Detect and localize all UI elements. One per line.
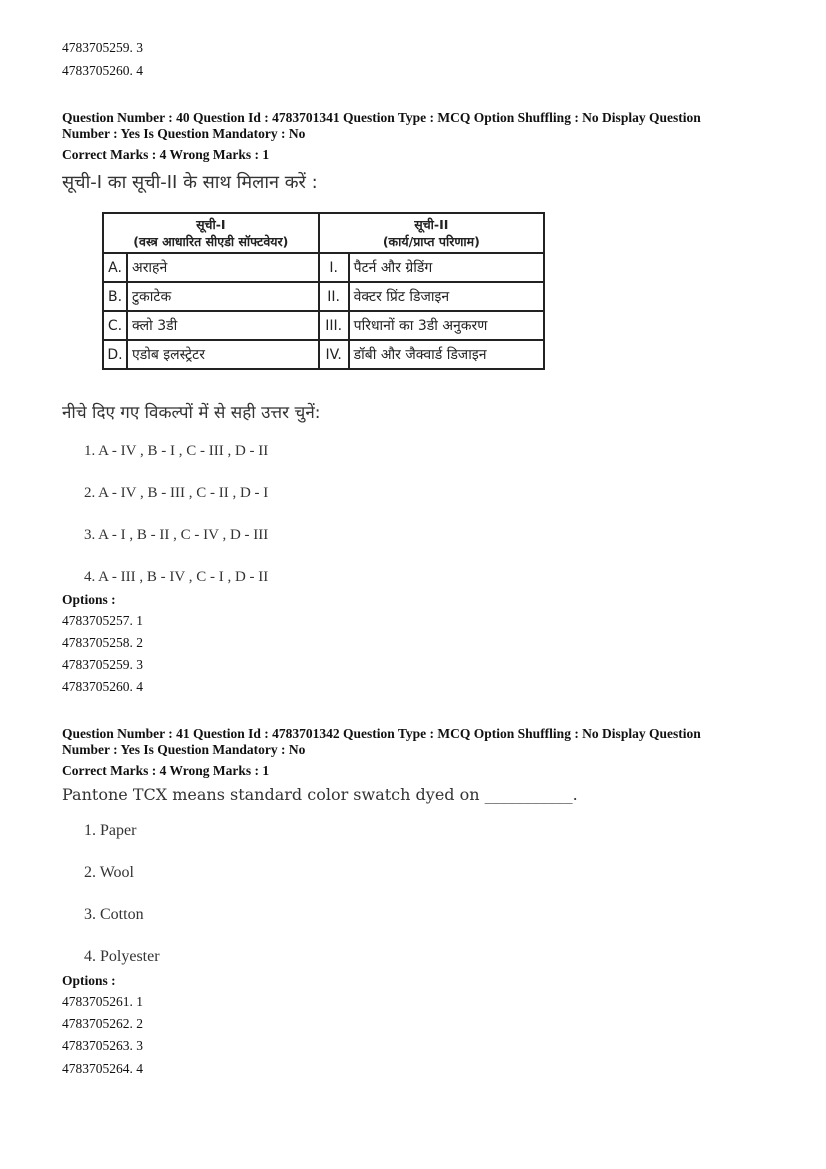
table-header-left xyxy=(103,213,319,253)
option-line: 4783705260. 4 xyxy=(62,679,143,694)
table-header-right xyxy=(319,213,544,253)
option-line: 4783705259. 3 xyxy=(62,40,143,55)
row-right: पैटर्न और ग्रेडिंग xyxy=(349,253,544,282)
option-line: 4783705261. 1 xyxy=(62,994,143,1009)
option-line: 4783705258. 2 xyxy=(62,635,143,650)
row-left: क्लो 3डी xyxy=(127,311,319,340)
option-line: 4783705260. 4 xyxy=(62,63,143,78)
question-marks: Correct Marks : 4 Wrong Marks : 1 xyxy=(62,763,270,778)
table-row xyxy=(103,253,544,282)
question-header-cont: Number : Yes Is Question Mandatory : No xyxy=(62,126,306,141)
answer-choice: 2. A - IV , B - III , C - II , D - I xyxy=(84,485,269,501)
options-label: Options : xyxy=(62,592,116,607)
option-line: 4783705263. 3 xyxy=(62,1038,143,1053)
row-left: अराहने xyxy=(127,253,319,282)
answer-choice: 4. A - III , B - IV , C - I , D - II xyxy=(84,569,269,585)
row-key: D. xyxy=(103,340,127,369)
option-line: 4783705259. 3 xyxy=(62,657,143,672)
row-right: डॉबी और जैक्वार्ड डिजाइन xyxy=(349,340,544,369)
question-prompt: Pantone TCX means standard color swatch dyed on ___________. xyxy=(62,785,578,804)
row-key: B. xyxy=(103,282,127,311)
list-2-title: सूची-II xyxy=(414,217,449,232)
instruction: नीचे दिए गए विकल्पों में से सही उत्तर चुनें: xyxy=(62,403,321,423)
row-key: A. xyxy=(103,253,127,282)
answer-choice: 1. Paper xyxy=(84,822,137,839)
row-left: टुकाटेक xyxy=(127,282,319,311)
table-row xyxy=(103,340,544,369)
answer-choice: 3. A - I , B - II , C - IV , D - III xyxy=(84,527,269,543)
list-1-subtitle: (वस्त्र आधारित सीएडी सॉफ्टवेयर) xyxy=(133,234,289,249)
question-header: Question Number : 40 Question Id : 4783701341 Question Type : MCQ Option Shuffling : No Display Question xyxy=(62,110,701,125)
question-prompt: सूची-I का सूची-II के साथ मिलान करें : xyxy=(62,172,318,193)
row-right: परिधानों का 3डी अनुकरण xyxy=(349,311,544,340)
row-roman: III. xyxy=(319,311,349,340)
answer-choice: 3. Cotton xyxy=(84,906,144,923)
table-row xyxy=(103,282,544,311)
match-table xyxy=(102,212,545,370)
row-key: C. xyxy=(103,311,127,340)
table-row xyxy=(103,311,544,340)
list-1-title: सूची-I xyxy=(196,217,226,232)
question-header-cont: Number : Yes Is Question Mandatory : No xyxy=(62,742,306,757)
option-line: 4783705264. 4 xyxy=(62,1061,143,1076)
row-roman: IV. xyxy=(319,340,349,369)
answer-choice: 1. A - IV , B - I , C - III , D - II xyxy=(84,443,269,459)
list-2-subtitle: (कार्य/प्राप्त परिणाम) xyxy=(382,234,480,249)
option-line: 4783705262. 2 xyxy=(62,1016,143,1031)
row-roman: I. xyxy=(319,253,349,282)
answer-choice: 4. Polyester xyxy=(84,948,160,965)
answer-choice: 2. Wool xyxy=(84,864,134,881)
row-left: एडोब इलस्ट्रेटर xyxy=(127,340,319,369)
row-roman: II. xyxy=(319,282,349,311)
option-line: 4783705257. 1 xyxy=(62,613,143,628)
row-right: वेक्टर प्रिंट डिजाइन xyxy=(349,282,544,311)
question-header: Question Number : 41 Question Id : 4783701342 Question Type : MCQ Option Shuffling : No Display Question xyxy=(62,726,701,741)
options-label: Options : xyxy=(62,973,116,988)
question-marks: Correct Marks : 4 Wrong Marks : 1 xyxy=(62,147,270,162)
